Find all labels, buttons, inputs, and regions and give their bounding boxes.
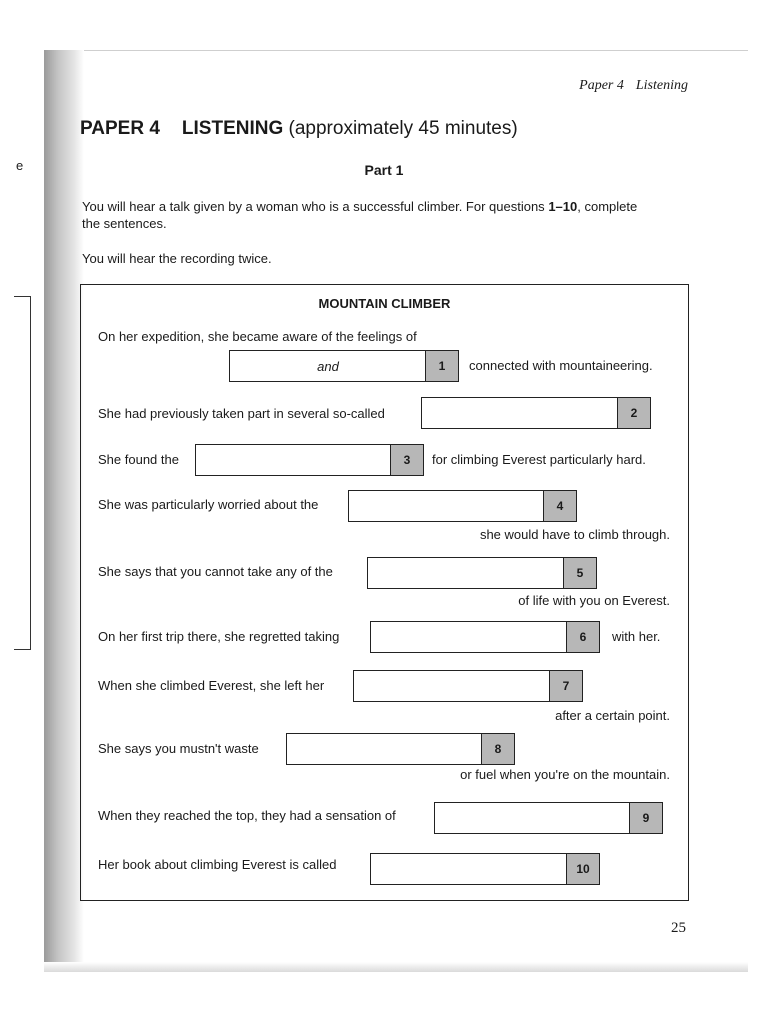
item-4-continuation: she would have to climb through. [479, 527, 670, 542]
item-4-prompt: She was particularly worried about the [98, 497, 319, 512]
answer-box-1[interactable] [229, 350, 459, 382]
question-number-2: 2 [617, 398, 650, 428]
item-3-prompt: She found the [98, 452, 179, 467]
question-number-1: 1 [425, 351, 458, 381]
instruction-line-3: You will hear the recording twice. [82, 251, 272, 266]
margin-bracket [14, 296, 31, 650]
instruction-line-1-start: You will hear a talk given by a woman who is a successful climber. For questions [82, 199, 549, 214]
answer-box-7[interactable] [353, 670, 583, 702]
question-number-5: 5 [563, 558, 596, 588]
answer-box-4[interactable] [348, 490, 577, 522]
page-bottom-shadow [44, 962, 748, 972]
question-number-6: 6 [566, 622, 599, 652]
answer-box-10[interactable] [370, 853, 600, 885]
answer-box-2[interactable] [421, 397, 651, 429]
instruction-line-2: the sentences. [82, 216, 167, 231]
paper-title [80, 118, 518, 140]
paper-title-section: LISTENING [181, 118, 284, 139]
item-10-prompt: Her book about climbing Everest is called [98, 857, 337, 872]
question-number-10: 10 [566, 854, 599, 884]
running-head-section: Listening [635, 78, 688, 93]
item-1-continuation: connected with mountaineering. [469, 358, 653, 373]
page-number: 25 [671, 920, 686, 936]
running-head-paper: Paper 4 [579, 78, 624, 93]
item-9-prompt: When they reached the top, they had a sensation of [98, 808, 396, 823]
item-8-prompt: She says you mustn't waste [98, 741, 259, 756]
part-heading: Part 1 [364, 162, 404, 178]
item-7-continuation: after a certain point. [555, 708, 670, 723]
answer-box-3[interactable] [195, 444, 424, 476]
item-8-continuation: or fuel when you're on the mountain. [460, 767, 670, 782]
question-number-8: 8 [481, 734, 514, 764]
binding-gutter-shadow [44, 50, 84, 972]
item-5-prompt: She says that you cannot take any of the [98, 564, 333, 579]
answer-box-5[interactable] [367, 557, 597, 589]
answer-box-8[interactable] [286, 733, 515, 765]
instruction-line-1-end: , complete [577, 199, 638, 214]
question-number-3: 3 [390, 445, 423, 475]
paper-title-duration: (approximately 45 minutes) [288, 118, 518, 139]
item-6-prompt: On her first trip there, she regretted taking [98, 629, 340, 644]
answer-box-9[interactable] [434, 802, 663, 834]
item-6-continuation: with her. [612, 629, 661, 644]
paper-title-paper: PAPER 4 [80, 118, 160, 139]
item-3-continuation: for climbing Everest particularly hard. [432, 452, 646, 467]
answer-box-1-prefill: and [317, 358, 339, 374]
instruction-line-1 [82, 198, 692, 215]
margin-character: e [16, 158, 24, 173]
running-head [579, 78, 688, 94]
question-number-9: 9 [629, 803, 662, 833]
item-7-prompt: When she climbed Everest, she left her [98, 678, 325, 693]
question-number-7: 7 [549, 671, 582, 701]
item-2-prompt: She had previously taken part in several so-called [98, 406, 385, 421]
task-title: MOUNTAIN CLIMBER [318, 296, 451, 311]
item-5-continuation: of life with you on Everest. [518, 593, 670, 608]
item-1-prompt: On her expedition, she became aware of the feelings of [98, 329, 417, 344]
question-number-4: 4 [543, 491, 576, 521]
answer-box-6[interactable] [370, 621, 600, 653]
instruction-question-range: 1–10 [548, 199, 578, 214]
